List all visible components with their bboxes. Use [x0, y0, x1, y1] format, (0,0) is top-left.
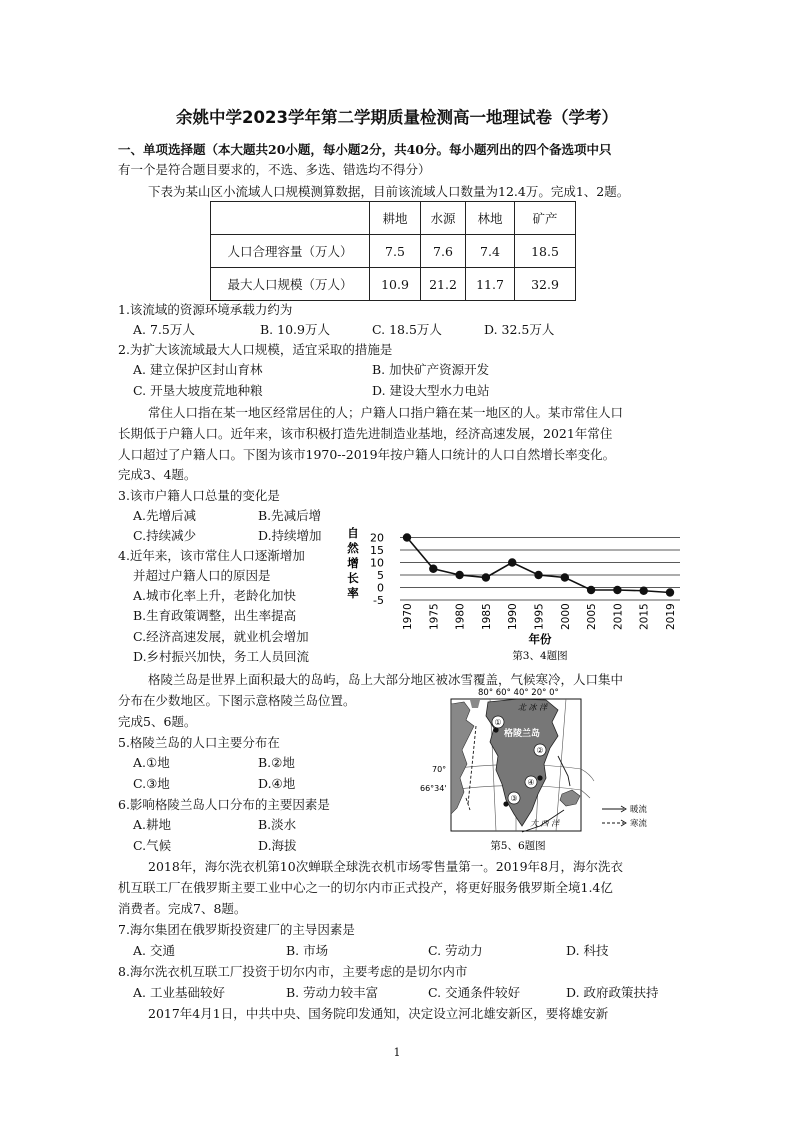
q4-option-d: D.乡村振兴加快，务工人员回流 — [133, 649, 310, 664]
population-table — [210, 201, 576, 301]
q6-option-d: D.海拔 — [258, 838, 297, 853]
intro-q3-4-line2: 长期低于户籍人口。近年来，该市积极打造先进制造业基地，经济高速发展，2021年常住 — [118, 426, 613, 441]
q4-option-b: B.生育政策调整，出生率提高 — [133, 608, 297, 623]
x-tick-label: 1995 — [533, 603, 546, 630]
intro-q7-8-line2: 机互联工厂在俄罗斯主要工业中心之一的切尔内市正式投产，将更好服务俄罗斯全境1.4亿 — [118, 880, 613, 895]
data-point — [613, 586, 621, 594]
q2-option-b: B. 加快矿产资源开发 — [372, 362, 490, 377]
intro-q5-6-line3: 完成5、6题。 — [118, 714, 197, 729]
table-cell: 最大人口规模（万人） — [211, 268, 370, 301]
intro-q3-4-line4: 完成3、4题。 — [118, 467, 197, 482]
q5-option-d: D.④地 — [258, 776, 296, 791]
q6-option-a: A.耕地 — [133, 817, 172, 832]
lat-70-label: 70° — [432, 765, 447, 774]
q5-option-c: C.③地 — [133, 776, 170, 791]
q8-option-c: C. 交通条件较好 — [428, 985, 521, 1000]
data-point — [508, 558, 516, 566]
growth-rate-chart — [340, 498, 690, 664]
y-axis-label — [347, 526, 359, 600]
q7-option-b: B. 市场 — [286, 943, 329, 958]
q7-option-d: D. 科技 — [566, 943, 609, 958]
table-header-cell: 矿产 — [515, 202, 576, 235]
y-tick-label: -5 — [373, 594, 384, 607]
q4-option-a: A.城市化率上升，老龄化加快 — [133, 588, 297, 603]
data-point — [403, 533, 411, 541]
legend-cold-label: 寒流 — [630, 819, 648, 829]
y-tick-label: 0 — [377, 581, 384, 595]
table-cell: 11.7 — [466, 268, 515, 301]
q3-option-b: B.先减后增 — [258, 508, 322, 523]
q2-option-d: D. 建设大型水力电站 — [372, 383, 490, 398]
x-tick-label: 1990 — [507, 603, 520, 630]
x-tick-label: 1985 — [480, 603, 493, 630]
map-caption: 第5、6题图 — [490, 840, 546, 852]
intro-q5-6-line2: 分布在少数地区。下图示意格陵兰岛位置。 — [118, 693, 356, 708]
q4-option-c: C.经济高速发展，就业机会增加 — [133, 629, 309, 644]
table-cell: 10.9 — [370, 268, 421, 301]
svg-text:然: 然 — [347, 541, 359, 555]
y-tick-label: 15 — [370, 544, 384, 557]
q6-option-b: B.淡水 — [258, 817, 297, 832]
table-header-cell: 耕地 — [370, 202, 421, 235]
data-point — [587, 586, 595, 594]
data-point — [666, 588, 674, 596]
intro-q5-6-line1: 格陵兰岛是世界上面积最大的岛屿，岛上大部分地区被冰雪覆盖，气候寒冷，人口集中 — [148, 672, 624, 687]
y-tick-label: 5 — [377, 569, 384, 582]
q2-option-c: C. 开垦大坡度荒地种粮 — [133, 383, 263, 398]
table-header-cell: 水源 — [421, 202, 466, 235]
table-cell: 21.2 — [421, 268, 466, 301]
chart-caption: 第3、4题图 — [512, 650, 568, 662]
q7-option-a: A. 交通 — [133, 943, 175, 958]
arctic-ocean-label: 北 冰 洋 — [518, 703, 548, 712]
svg-text:增: 增 — [347, 556, 359, 570]
x-tick-label: 2015 — [638, 603, 651, 630]
x-tick-label: 1980 — [454, 603, 467, 630]
marker-3-dot — [503, 801, 508, 806]
y-tick-label: 20 — [370, 531, 384, 545]
question-7: 7.海尔集团在俄罗斯投资建厂的主导因素是 — [118, 922, 355, 937]
q3-option-a: A.先增后减 — [133, 508, 197, 523]
table-cell: 32.9 — [515, 268, 576, 301]
table-cell: 7.6 — [421, 235, 466, 268]
marker-2-label: ② — [536, 746, 544, 755]
svg-text:自: 自 — [347, 526, 359, 540]
marker-4-dot — [537, 775, 542, 780]
table-header-cell — [211, 202, 370, 235]
svg-text:格陵兰岛: 格陵兰岛 — [503, 729, 541, 739]
intro-q7-8-line1: 2018年，海尔洗衣机第10次蝉联全球洗衣机市场零售量第一。2019年8月，海尔洗衣 — [148, 859, 623, 874]
question-4: 4.近年来，该市常住人口逐渐增加 — [118, 548, 305, 563]
intro-q9: 2017年4月1日，中共中央、国务院印发通知，决定设立河北雄安新区，要将雄安新 — [148, 1006, 609, 1021]
lat-66-label: 66°34' — [420, 784, 447, 793]
q8-option-d: D. 政府政策扶持 — [566, 985, 659, 1000]
x-tick-label: 1975 — [428, 603, 441, 630]
y-tick-label: 10 — [370, 556, 384, 570]
x-axis-label: 年份 — [528, 632, 552, 646]
marker-4-label: ④ — [527, 778, 535, 787]
question-1: 1.该流域的资源环境承载力约为 — [118, 302, 293, 317]
intro-q7-8-line3: 消费者。完成7、8题。 — [118, 901, 247, 916]
marker-3-label: ③ — [510, 794, 518, 803]
greenland-label — [504, 727, 540, 739]
x-tick-label: 2019 — [665, 603, 677, 630]
table-row — [211, 268, 576, 301]
question-2: 2.为扩大该流域最大人口规模，适宜采取的措施是 — [118, 342, 393, 357]
q6-option-c: C.气候 — [133, 838, 172, 853]
data-point — [534, 571, 542, 579]
question-5: 5.格陵兰岛的人口主要分布在 — [118, 735, 280, 750]
map-longitude-labels: 80° 60° 40° 20° 0° — [478, 688, 559, 698]
question-8: 8.海尔洗衣机互联工厂投资于切尔内市，主要考虑的是切尔内市 — [118, 964, 468, 979]
q3-option-c: C.持续减少 — [133, 528, 197, 543]
q5-option-a: A.①地 — [133, 755, 170, 770]
q7-option-c: C. 劳动力 — [428, 943, 483, 958]
page-title: 余姚中学2023学年第二学期质量检测高一地理试卷（学考） — [176, 108, 618, 127]
svg-text:长: 长 — [347, 571, 359, 585]
section-heading-cont: 有一个是符合题目要求的，不选、多选、错选均不得分） — [118, 162, 431, 177]
q1-option-b: B. 10.9万人 — [260, 322, 330, 337]
data-point — [561, 573, 569, 581]
data-point — [640, 587, 648, 595]
q8-option-a: A. 工业基础较好 — [133, 985, 225, 1000]
data-point — [429, 565, 437, 573]
growth-rate-line — [407, 538, 670, 593]
q1-option-d: D. 32.5万人 — [484, 322, 555, 337]
x-tick-label: 1970 — [402, 603, 414, 630]
table-cell: 人口合理容量（万人） — [211, 235, 370, 268]
data-point — [482, 573, 490, 581]
q3-option-d: D.持续增加 — [258, 528, 322, 543]
greenland-map — [418, 686, 680, 854]
data-point — [455, 571, 463, 579]
question-4-cont: 并超过户籍人口的原因是 — [133, 568, 271, 583]
intro-q3-4-line1: 常住人口指在某一地区经常居住的人；户籍人口指户籍在某一地区的人。某市常住人口 — [148, 405, 624, 420]
x-tick-label: 2005 — [586, 603, 599, 630]
svg-text:率: 率 — [347, 586, 359, 600]
marker-1-dot — [493, 727, 498, 732]
q2-option-a: A. 建立保护区封山育林 — [133, 362, 263, 377]
question-3: 3.该市户籍人口总量的变化是 — [118, 488, 280, 503]
table-cell: 7.5 — [370, 235, 421, 268]
x-tick-label: 2000 — [559, 603, 572, 630]
table-row — [211, 235, 576, 268]
x-tick-label: 2010 — [612, 603, 625, 630]
legend-warm-label: 暖流 — [630, 805, 648, 815]
q8-option-b: B. 劳动力较丰富 — [286, 985, 379, 1000]
intro-q1-2: 下表为某山区小流域人口规模测算数据，目前该流域人口数量为12.4万。完成1、2题。 — [148, 184, 630, 199]
q1-option-c: C. 18.5万人 — [372, 322, 442, 337]
atlantic-ocean-label: 大 西 洋 — [530, 819, 560, 828]
q1-option-a: A. 7.5万人 — [133, 322, 195, 337]
section-heading: 一、单项选择题（本大题共20小题，每小题2分，共40分。每小题列出的四个备选项中只 — [118, 142, 612, 157]
table-header-cell: 林地 — [466, 202, 515, 235]
table-cell: 7.4 — [466, 235, 515, 268]
question-6: 6.影响格陵兰岛人口分布的主要因素是 — [118, 797, 330, 812]
intro-q3-4-line3: 人口超过了户籍人口。下图为该市1970--2019年按户籍人口统计的人口自然增长率变化。 — [118, 447, 616, 462]
marker-1-label: ① — [494, 718, 502, 727]
page-number: 1 — [393, 1046, 401, 1059]
q5-option-b: B.②地 — [258, 755, 295, 770]
table-cell: 18.5 — [515, 235, 576, 268]
